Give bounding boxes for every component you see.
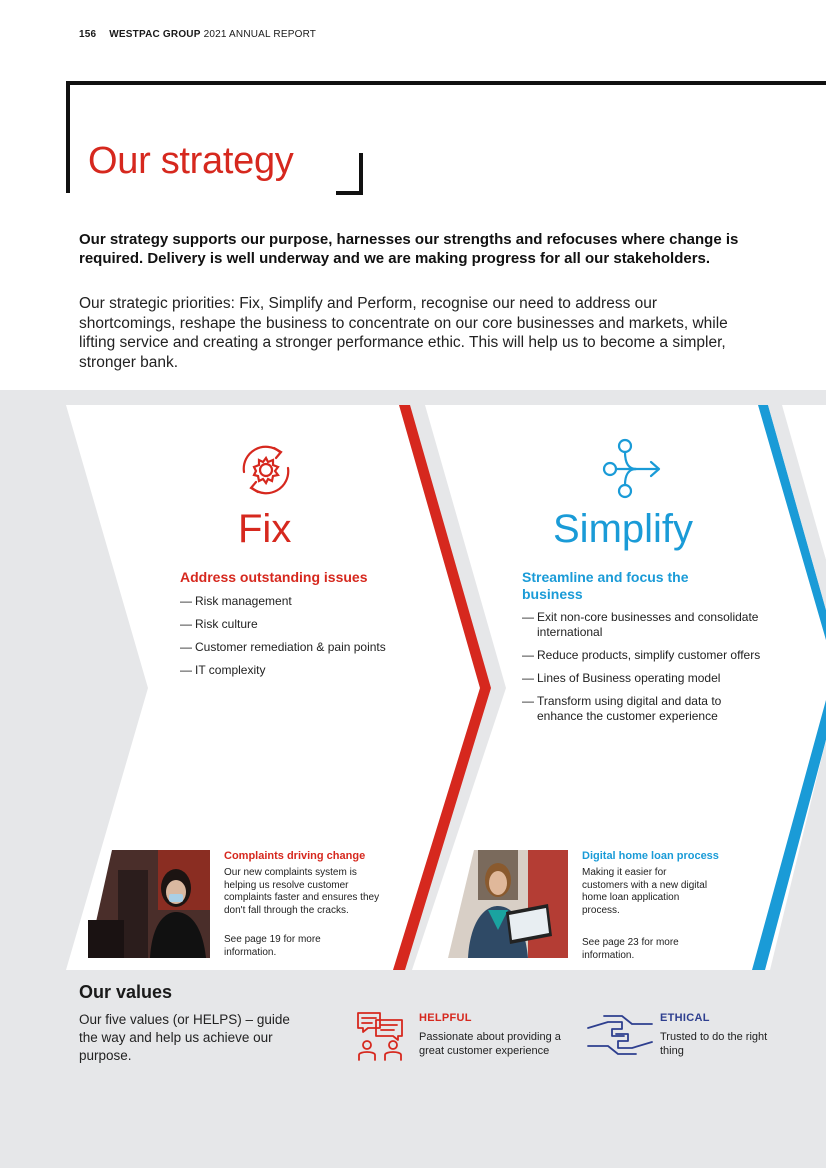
helpful-text: Passionate about providing a great customer experience bbox=[419, 1031, 561, 1057]
home-loan-case-title: Digital home loan process bbox=[582, 850, 719, 862]
page-number: 156 bbox=[79, 29, 97, 40]
list-item: — Transform using digital and data to enhance the customer experience bbox=[522, 694, 767, 724]
fix-list bbox=[180, 594, 440, 686]
fix-subtitle: Address outstanding issues bbox=[180, 569, 368, 585]
gear-cycle-icon bbox=[234, 438, 298, 502]
helpful-label: HELPFUL bbox=[419, 1012, 472, 1024]
header-report: 2021 ANNUAL REPORT bbox=[203, 29, 317, 40]
intro-body: Our strategic priorities: Fix, Simplify and Perform, recognise our need to address our shortcomings, reshape the business to concentrate on our core businesses and markets, while lifting service and creating a stronger performance ethic. This will help us to become a simpler, stronger bank. bbox=[79, 295, 728, 371]
list-item: — Reduce products, simplify customer offers bbox=[522, 648, 767, 663]
page-title: Our strategy bbox=[88, 140, 294, 182]
fix-title: Fix bbox=[238, 507, 292, 551]
simplify-subtitle: Streamline and focus the business bbox=[522, 569, 689, 602]
list-item: — Lines of Business operating model bbox=[522, 671, 767, 686]
complaints-case-link[interactable]: See page 19 for more information. bbox=[224, 934, 321, 958]
list-item: — Customer remediation & pain points bbox=[180, 640, 440, 655]
home-loan-case-body: Making it easier for customers with a new digital home loan application process. bbox=[582, 867, 708, 916]
complaints-photo bbox=[88, 850, 210, 958]
complaints-case-body: Our new complaints system is helping us resolve customer complaints faster and ensures they don't fall through the cracks. bbox=[224, 867, 380, 916]
ethical-label: ETHICAL bbox=[660, 1012, 710, 1024]
list-item: — Risk culture bbox=[180, 617, 440, 632]
branch-arrow-icon bbox=[598, 438, 664, 500]
list-item: — Risk management bbox=[180, 594, 440, 609]
list-item: — IT complexity bbox=[180, 663, 440, 678]
simplify-list bbox=[522, 610, 767, 732]
list-item: — Exit non-core businesses and consolidate international bbox=[522, 610, 767, 640]
complaints-case-title: Complaints driving change bbox=[224, 850, 366, 862]
header-brand: WESTPAC GROUP bbox=[109, 29, 201, 40]
values-body: Our five values (or HELPS) – guide the way and help us achieve our purpose. bbox=[79, 1012, 290, 1063]
people-chat-icon bbox=[356, 1010, 406, 1062]
intro-lead: Our strategy supports our purpose, harnesses our strengths and refocuses where change is required. Delivery is well underway and we are making progress for all our stakeholders. bbox=[79, 231, 739, 267]
values-heading: Our values bbox=[79, 982, 173, 1002]
simplify-title: Simplify bbox=[553, 507, 694, 551]
handshake-icon bbox=[586, 1012, 654, 1058]
home-loan-photo bbox=[448, 850, 568, 958]
home-loan-case-link[interactable]: See page 23 for more information. bbox=[582, 937, 679, 961]
ethical-text: Trusted to do the right thing bbox=[660, 1031, 768, 1057]
